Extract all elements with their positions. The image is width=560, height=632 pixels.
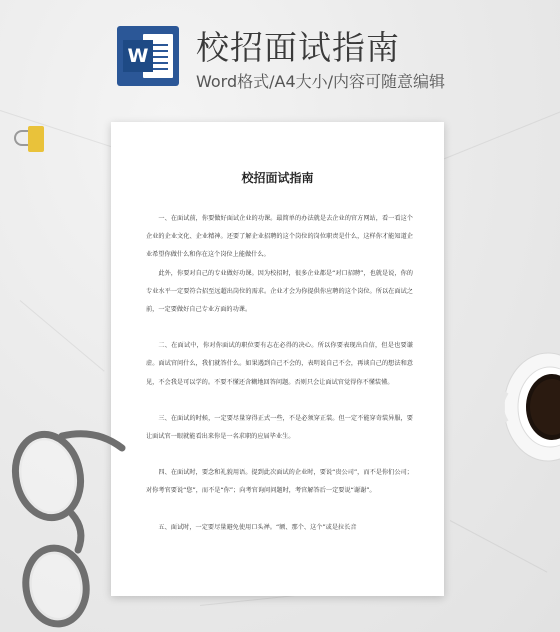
coffee-cup-icon bbox=[500, 352, 560, 462]
background-vein bbox=[20, 300, 105, 371]
document-paragraph: 二、在面试中，你对你面试的职位要有志在必得的决心。所以你要表现出自信，但是也要谦虚。面试官问什么，我们就答什么。如果遇到自己不会的，表明说自己不会，再谈自己的想法和意见，不会我是可以学的。不要不懂还含糊地回答问题。否则只会让面试官觉得你不懂装懂。 bbox=[146, 342, 413, 386]
document-body bbox=[146, 210, 413, 537]
document-paragraph: 四、在面试时，要念和礼貌用语。提到此次面试的企业时，要说“贵公司”，而不是你们公司；对你考官要说“您”，而不是“你”；向考官询问问题时，考官解答后一定要说“谢谢”。 bbox=[146, 469, 413, 495]
document-paragraph: 五、面试时，一定要尽量避免使用口头禅。“额、那个、这个”或是拉长音 bbox=[158, 523, 357, 531]
background-vein bbox=[450, 520, 548, 573]
document-paragraph: 此外，你要对自己的专业做好功课。因为校招时，很多企业都是“对口招聘”，也就是说，你的专业水平一定要符合招至远超出岗位的需求。企业才会为你提供你应聘的这个岗位。所以在面试之前，一定要做好自己专业方面的功课。 bbox=[146, 269, 413, 314]
word-icon-letter: W bbox=[123, 40, 153, 72]
eyeglasses-icon bbox=[0, 418, 130, 632]
word-app-icon bbox=[117, 26, 179, 86]
page-subtitle: Word格式/A4大小/内容可随意编辑 bbox=[196, 72, 446, 91]
background-vein bbox=[440, 108, 560, 161]
document-paragraph: 一、在面试前，你要做好面试企业的功课。最简单的办法就是去企业的官方网站，看一看这个企业的企业文化、企业精神。还要了解企业招聘的这个岗位的岗位职责是什么，这样你才能知道企业希望你做什么和你在这个岗位上能做什么。 bbox=[146, 215, 413, 259]
document-paragraph: 三、在面试的时候，一定要尽量穿得正式一些，不是必须穿正装。但一定不能穿奇装异服，要让面试官一眼就能看出来你是一名求职的应届毕业生。 bbox=[146, 414, 413, 441]
page-title: 校招面试指南 bbox=[196, 28, 400, 67]
document-sheet bbox=[111, 122, 444, 596]
binder-clip-icon bbox=[12, 124, 46, 154]
document-title: 校招面试指南 bbox=[241, 171, 314, 185]
